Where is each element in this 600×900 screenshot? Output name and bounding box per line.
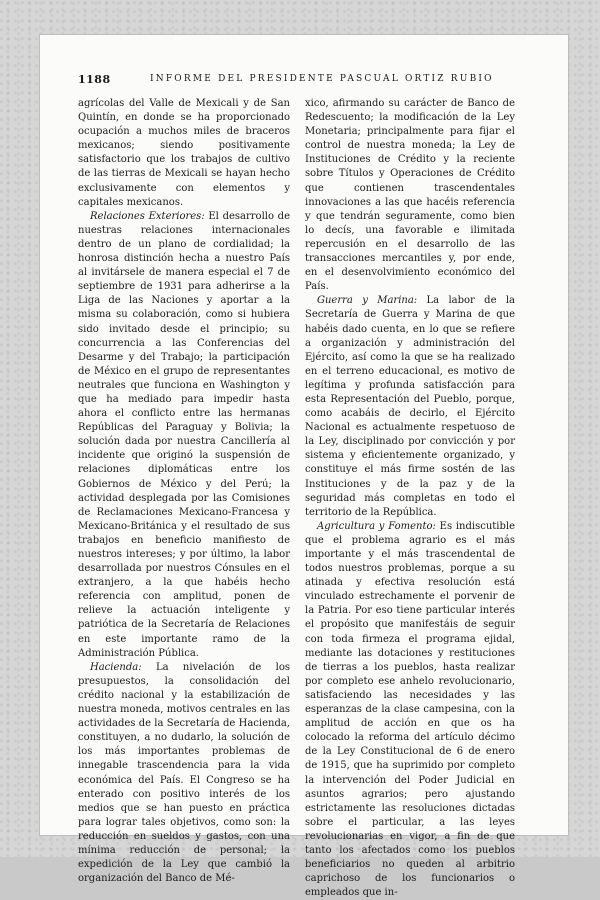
paragraph-banco-mexico: xico, afirmando su carácter de Banco de Redescuento; la modificación de la Ley Monetaria; principalmente para fijar el control de nuestra moneda; la Ley de Instituciones de Crédito y la reciente sobre Títulos y Operaciones de Crédito que contienen trascendentales innovaciones a las que hacéis referencia y que tendrán seguramente, como bien lo decís, una favorable e ilimitada repercusión en el desarrollo de las transacciones mercantiles y, por ende, en el desenvolvimiento económico del País. bbox=[305, 98, 515, 293]
section-lead-relaciones: Relaciones Exteriores: bbox=[90, 210, 205, 222]
paragraph-mexicali: agrícolas del Valle de Mexicali y de San Quintín, en donde se ha proporcionado ocupación a muchos miles de braceros mexicanos; siendo positivamente satisfactorio que los trabajos de cultivo de las tierras de Mexicali se hayan hecho exclusivamente con elementos y capitales mexicanos. bbox=[78, 98, 290, 208]
paragraph-text: El desarrollo de nuestras relaciones internacionales dentro de un plano de cordialidad; la honrosa distinción hecha a nuestro País al invitársele de manera especial el 7 de septiembre de 1931 para adherirse a la Liga de las Naciones y aportar a la misma su colaboración, como si hubiera sido invitado desde el principio; su concurrencia a las Conferencias del Desarme y del Trabajo; la participación de México en el grupo de representantes neutrales que funciona en Washington y que ha mediado para impedir hasta ahora el conflicto entre las hermanas Repúblicas del Paraguay y Bolivia; la solución dada por nuestra Cancillería al incidente que originó la suspensión de relaciones diplomáticas entre los Gobiernos de México y del Perú; la actividad desplegada por las Comisiones de Reclamaciones Mexicano-Francesa y Mexicano-Británica y el resultado de sus trabajos en beneficio manifiesto de nuestros intereses; y por último, la labor desarrollada por nuestros Cónsules en el extranjero, a la que habéis hecho referencia con amplitud, ponen de relieve la actuación inteligente y patriótica de la Secretaría de Relaciones en este importante ramo de la Administración Pública. bbox=[78, 210, 290, 659]
running-title: INFORME DEL PRESIDENTE PASCUAL ORTIZ RUBIO bbox=[150, 74, 494, 84]
left-column bbox=[78, 97, 290, 886]
paragraph-agricultura bbox=[305, 520, 515, 900]
paragraph-hacienda bbox=[78, 661, 290, 887]
section-lead-hacienda: Hacienda: bbox=[90, 661, 142, 673]
section-lead-guerra: Guerra y Marina: bbox=[317, 295, 418, 307]
page-number: 1188 bbox=[78, 73, 111, 86]
paragraph-text: Es indiscutible que el problema agrario es el más importante y el más trascendental de todos nuestros problemas, porque a su atinada y efectiva resolución está vinculado estrechamente el porvenir de la Patria. Por eso tiene particular interés el propósito que manifestáis de seguir con toda firmeza el programa ejidal, mediante las dotaciones y restituciones de tierras a los pueblos, hasta realizar por completo ese anhelo revolucionario, satisfaciendo las necesidades y las esperanzas de la clase campesina, con la amplitud de acción en que os ha colocado la reforma del artículo décimo de la Ley Constitucional de 6 de enero de 1915, que ha suprimido por completo la intervención del Poder Judicial en asuntos agrarios; pero ajustando estrictamente las resoluciones dictadas sobre el particular, a las leyes revolucionarias en vigor, a fin de que tanto los afectados como los pueblos beneficiarios no queden al arbitrio caprichoso de los funcionarios o empleados que in- bbox=[305, 520, 515, 899]
paragraph-relaciones-exteriores bbox=[78, 210, 290, 661]
right-column bbox=[305, 97, 515, 900]
paragraph-text: La nivelación de los presupuestos, la consolidación del crédito nacional y la estabilización de nuestra moneda, motivos centrales en las actividades de la Secretaría de Hacienda, constituyen, a no dudarlo, la solución de los más importantes problemas de innegable trascendencia para la vida económica del País. El Congreso se ha enterado con positivo interés de los medios que se han puesto en práctica para lograr tales objetivos, como son: la reducción en sueldos y gastos, con una mínima reducción de personal; la expedición de la Ley que cambió la organización del Banco de Mé- bbox=[78, 661, 290, 885]
paragraph-guerra-marina bbox=[305, 294, 515, 520]
paragraph-text: La labor de la Secretaría de Guerra y Marina de que habéis dado cuenta, en lo que se refiere a organización y administración del Ejército, así como la que se ha realizado en el terreno educacional, es motivo de legítima y profunda satisfacción para esta Representación del Pueblo, porque, como acabáis de decirlo, el Ejército Nacional es actualmente respetuoso de la Ley, disciplinado por convicción y por sistema y eficientemente organizado, y constituye el más firme sostén de las Instituciones y de la paz y de la seguridad más completas en todo el territorio de la República. bbox=[305, 295, 515, 518]
section-lead-agricultura: Agricultura y Fomento: bbox=[317, 520, 436, 532]
